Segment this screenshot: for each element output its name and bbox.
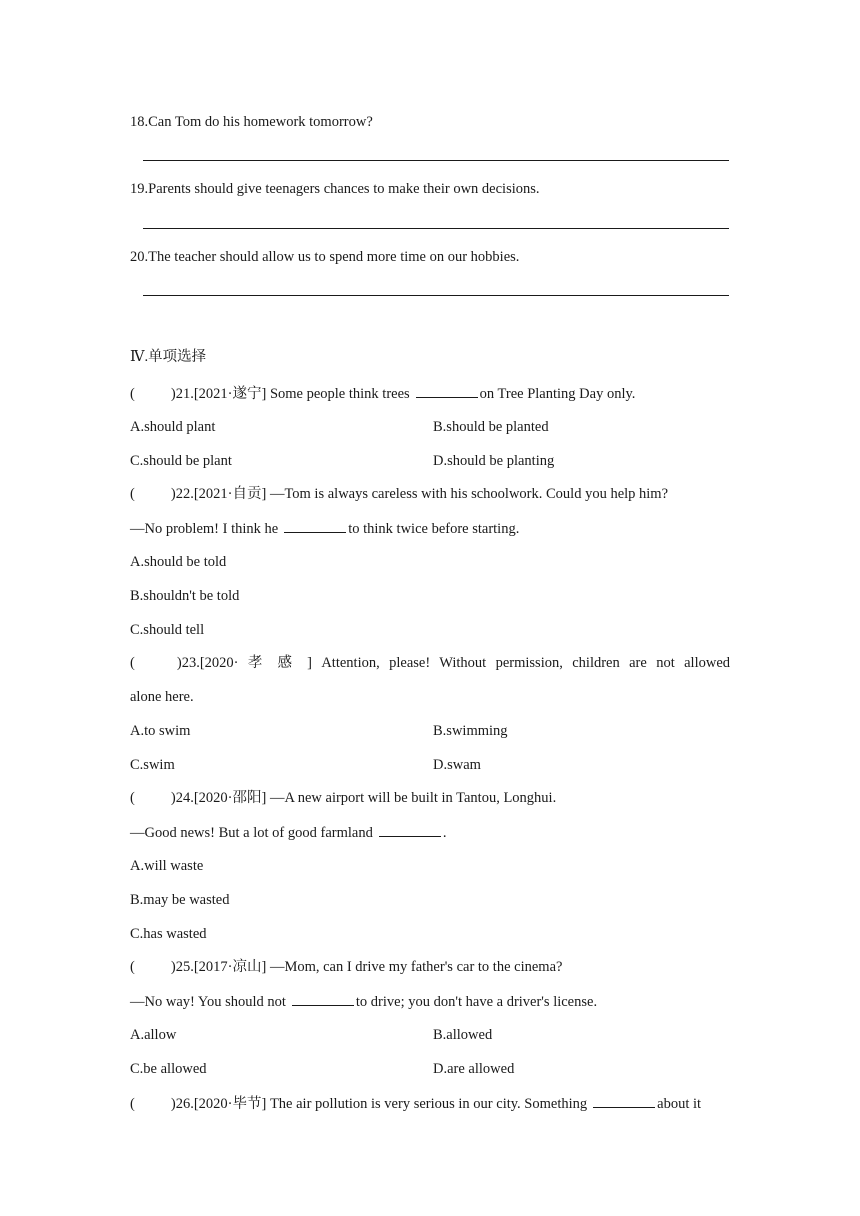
- reply-text-end: .: [442, 825, 447, 841]
- answer-paren-open: (: [130, 655, 135, 671]
- question-number: 23.[2020· 孝 感 ]: [181, 655, 312, 671]
- reply-text: —No problem! I think he: [130, 521, 279, 537]
- question-22: [130, 485, 668, 503]
- option-a: A.should be told: [130, 554, 227, 570]
- question-21: [130, 384, 635, 403]
- answer-paren-close: ): [170, 386, 176, 402]
- question-24: [130, 789, 556, 807]
- question-stem: —Mom, can I drive my father's car to the cinema?: [269, 959, 563, 975]
- question-number: 22.[2021·自贡]: [175, 486, 267, 502]
- question-stem: —A new airport will be built in Tantou, Longhui.: [269, 790, 557, 806]
- question-stem: The air pollution is very serious in our city. Something: [269, 1096, 588, 1112]
- option-b: B.should be planted: [433, 419, 549, 435]
- answer-paren-close: ): [170, 486, 176, 502]
- answer-paren-open: (: [130, 386, 135, 402]
- fill-blank: [284, 519, 346, 533]
- question-stem-end: about it: [657, 1096, 702, 1112]
- option-c: C.should tell: [130, 622, 205, 638]
- question-stem: Attention, please! Without permission, children are not allowed: [321, 655, 730, 671]
- question-number: 24.[2020·邵阳]: [175, 790, 267, 806]
- option-d: D.swam: [433, 757, 481, 773]
- option-b: B.shouldn't be told: [130, 588, 240, 604]
- option-a: A.will waste: [130, 858, 204, 874]
- question-26: [130, 1094, 701, 1113]
- option-a: A.to swim: [130, 723, 191, 739]
- option-d: D.are allowed: [433, 1061, 515, 1077]
- fill-blank: [379, 823, 441, 837]
- option-d: D.should be planting: [433, 453, 555, 469]
- option-c: C.should be plant: [130, 453, 232, 469]
- question-23-continued: alone here.: [130, 689, 194, 705]
- answer-line-20: [143, 295, 729, 296]
- option-b: B.swimming: [433, 723, 508, 739]
- option-c: C.be allowed: [130, 1061, 207, 1077]
- answer-paren-close: ): [176, 655, 182, 671]
- section-title: Ⅳ.单项选择: [130, 349, 207, 365]
- answer-line-19: [143, 228, 729, 229]
- fill-blank: [292, 992, 354, 1006]
- reply-text: —Good news! But a lot of good farmland: [130, 825, 373, 841]
- question-number: 21.[2021·遂宁]: [175, 386, 267, 402]
- reply-text-end: to think twice before starting.: [348, 521, 520, 537]
- answer-paren-close: ): [170, 1096, 176, 1112]
- answer-paren-open: (: [130, 1096, 135, 1112]
- question-stem: Some people think trees: [269, 386, 410, 402]
- question-stem-end: on Tree Planting Day only.: [479, 386, 636, 402]
- option-a: A.allow: [130, 1027, 177, 1043]
- answer-paren-open: (: [130, 486, 135, 502]
- question-stem: —Tom is always careless with his schoolwork. Could you help him?: [269, 486, 669, 502]
- question-23: [130, 654, 730, 672]
- answer-line-18: [143, 160, 729, 161]
- question-25-reply: [130, 992, 597, 1011]
- answer-paren-close: ): [170, 790, 176, 806]
- question-number: 25.[2017·凉山]: [175, 959, 267, 975]
- question-22-reply: [130, 519, 519, 538]
- option-c: C.has wasted: [130, 926, 207, 942]
- rewrite-item-20: 20.The teacher should allow us to spend more time on our hobbies.: [130, 249, 520, 265]
- option-b: B.allowed: [433, 1027, 493, 1043]
- answer-paren-close: ): [170, 959, 176, 975]
- fill-blank: [416, 384, 478, 398]
- question-number: 26.[2020·毕节]: [175, 1096, 267, 1112]
- answer-paren-open: (: [130, 959, 135, 975]
- option-a: A.should plant: [130, 419, 216, 435]
- option-c: C.swim: [130, 757, 175, 773]
- fill-blank: [593, 1094, 655, 1108]
- rewrite-item-19: 19.Parents should give teenagers chances to make their own decisions.: [130, 181, 540, 197]
- option-b: B.may be wasted: [130, 892, 230, 908]
- rewrite-item-18: 18.Can Tom do his homework tomorrow?: [130, 114, 373, 130]
- answer-paren-open: (: [130, 790, 135, 806]
- reply-text: —No way! You should not: [130, 994, 286, 1010]
- question-24-reply: [130, 823, 446, 842]
- reply-text-end: to drive; you don't have a driver's license.: [355, 994, 598, 1010]
- question-25: [130, 958, 562, 976]
